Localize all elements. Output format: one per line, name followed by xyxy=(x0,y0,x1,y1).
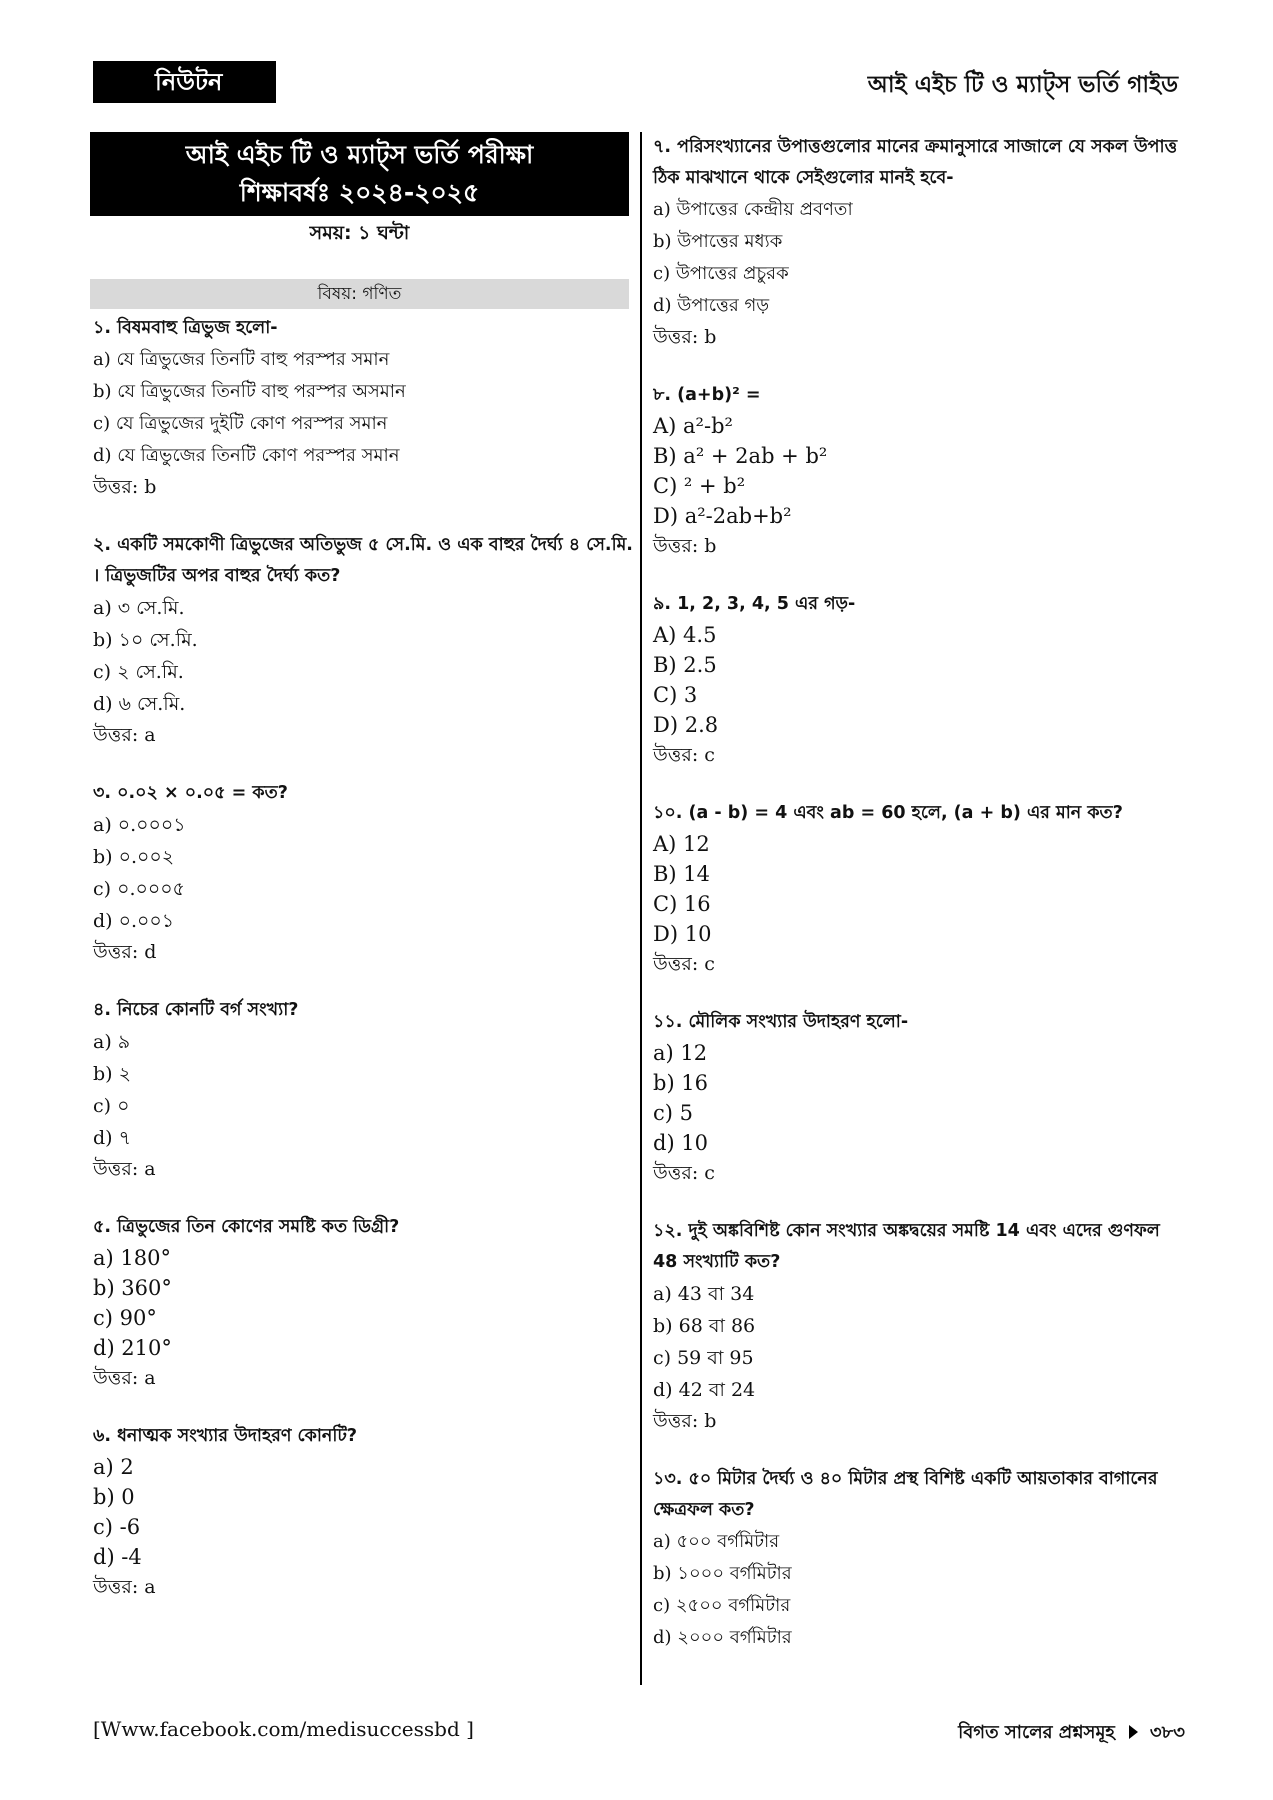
option: b) 0 xyxy=(93,1485,135,1509)
academic-year: শিক্ষাবর্ষঃ ২০২৪-২০২৫ xyxy=(239,178,480,207)
option: d) 210° xyxy=(93,1336,172,1360)
option: d) যে ত্রিভুজের তিনটি কোণ পরস্পর সমান xyxy=(93,445,400,466)
option: a) উপাত্তের কেন্দ্রীয় প্রবণতা xyxy=(653,199,853,220)
page-number: ৩৮৩ xyxy=(1149,1722,1185,1743)
option: a) ৯ xyxy=(93,1031,131,1053)
answer: উত্তর: a xyxy=(93,1367,156,1389)
option: C) 3 xyxy=(653,683,698,707)
option: a) 180° xyxy=(93,1246,171,1270)
answer: উত্তর: c xyxy=(653,1162,715,1184)
exam-title-box xyxy=(90,132,629,216)
option: c) 59 বা 95 xyxy=(653,1347,754,1369)
question-text: ৫. ত্রিভুজের তিন কোণের সমষ্টি কত ডিগ্রী? xyxy=(93,1217,400,1237)
option: b) উপাত্তের মধ্যক xyxy=(653,231,783,252)
question-text: ৬. ধনাত্মক সংখ্যার উদাহরণ কোনটি? xyxy=(93,1426,358,1446)
option: D) 10 xyxy=(653,922,712,946)
option: c) 90° xyxy=(93,1306,157,1330)
option: d) ২০০০ বর্গমিটার xyxy=(653,1627,792,1648)
answer: উত্তর: b xyxy=(653,1410,717,1432)
option: D) a²-2ab+b² xyxy=(653,504,792,528)
question-text: ৩. ০.০২ × ০.০৫ = কত? xyxy=(93,783,288,803)
option: d) ৬ সে.মি. xyxy=(93,693,186,715)
question-7 xyxy=(653,132,1183,353)
option: a) ০.০০০১ xyxy=(93,814,186,836)
question-2 xyxy=(93,530,633,751)
option: b) যে ত্রিভুজের তিনটি বাহু পরস্পর অসমান xyxy=(93,381,406,402)
page-footer xyxy=(958,1718,1185,1749)
question-text: ১০. (a - b) = 4 এবং ab = 60 হলে, (a + b) এর মান কত? xyxy=(653,803,1123,823)
question-13 xyxy=(653,1464,1183,1654)
question-text: ১২. দুই অঙ্কবিশিষ্ট কোন সংখ্যার অঙ্কদ্বয়ের সমষ্টি 14 এবং এদের গুণফল 48 সংখ্যাটি কত? xyxy=(653,1221,1160,1272)
answer: উত্তর: c xyxy=(653,953,715,975)
question-11 xyxy=(653,1007,1183,1189)
facebook-link[interactable]: [Www.facebook.com/medisuccessbd ] xyxy=(93,1717,474,1741)
left-column xyxy=(93,313,633,1630)
option: b) ১০০০ বর্গমিটার xyxy=(653,1563,792,1584)
option: a) 2 xyxy=(93,1455,134,1479)
exam-title: আই এইচ টি ও ম্যাট্স ভর্তি পরীক্ষা xyxy=(185,140,534,169)
option: B) a² + 2ab + b² xyxy=(653,444,828,468)
question-4 xyxy=(93,995,633,1185)
option: a) যে ত্রিভুজের তিনটি বাহু পরস্পর সমান xyxy=(93,349,390,370)
right-column xyxy=(653,132,1183,1681)
option: D) 2.8 xyxy=(653,713,719,737)
question-9 xyxy=(653,589,1183,771)
option: c) -6 xyxy=(93,1515,141,1539)
option: C) 16 xyxy=(653,892,711,916)
option: d) 42 বা 24 xyxy=(653,1379,756,1401)
option: B) 2.5 xyxy=(653,653,717,677)
option: a) 12 xyxy=(653,1041,708,1065)
option: b) 16 xyxy=(653,1071,709,1095)
question-text: ৯. 1, 2, 3, 4, 5 এর গড়- xyxy=(653,594,856,614)
question-8 xyxy=(653,380,1183,562)
option: a) ৫০০ বর্গমিটার xyxy=(653,1531,780,1552)
question-1 xyxy=(93,313,633,503)
option: a) 43 বা 34 xyxy=(653,1283,755,1305)
answer: উত্তর: d xyxy=(93,941,157,963)
question-6 xyxy=(93,1421,633,1603)
exam-time: সময়: ১ ঘন্টা xyxy=(309,222,410,244)
option: d) -4 xyxy=(93,1545,142,1569)
question-text: ২. একটি সমকোণী ত্রিভুজের অতিভুজ ৫ সে.মি. ও এক বাহুর দৈর্ঘ্য ৪ সে.মি. । ত্রিভুজটির অপর বাহুর দৈর্ঘ্য কত? xyxy=(93,535,633,586)
option: c) উপাত্তের প্রচুরক xyxy=(653,263,789,284)
option: b) 360° xyxy=(93,1276,172,1300)
option: b) ২ xyxy=(93,1063,131,1085)
option: c) ২৫০০ বর্গমিটার xyxy=(653,1595,791,1616)
option: d) ৭ xyxy=(93,1127,131,1149)
question-3 xyxy=(93,778,633,968)
option: b) ০.০০২ xyxy=(93,846,175,868)
section-label: বিগত সালের প্রশ্নসমূহ xyxy=(958,1722,1115,1743)
question-5 xyxy=(93,1212,633,1394)
option: a) ৩ সে.মি. xyxy=(93,597,185,619)
answer: উত্তর: a xyxy=(93,724,156,746)
option: A) a²-b² xyxy=(653,414,733,438)
option: b) 68 বা 86 xyxy=(653,1315,756,1337)
option: b) ১০ সে.মি. xyxy=(93,629,198,651)
question-text: ১. বিষমবাহু ত্রিভুজ হলো- xyxy=(93,318,278,338)
option: A) 4.5 xyxy=(653,623,717,647)
question-text: ১১. মৌলিক সংখ্যার উদাহরণ হলো- xyxy=(653,1012,909,1032)
brand-label: নিউটন xyxy=(93,61,276,103)
answer: উত্তর: b xyxy=(93,476,157,498)
question-text: ৭. পরিসংখ্যানের উপাত্তগুলোর মানের ক্রমানুসারে সাজালে যে সকল উপাত্ত ঠিক মাঝখানে থাকে সেইগুলোর মানই হবে- xyxy=(653,137,1178,188)
question-text: ৪. নিচের কোনটি বর্গ সংখ্যা? xyxy=(93,1000,299,1020)
option: c) যে ত্রিভুজের দুইটি কোণ পরস্পর সমান xyxy=(93,413,388,434)
question-12 xyxy=(653,1216,1183,1437)
option: B) 14 xyxy=(653,862,711,886)
column-divider xyxy=(640,132,642,1685)
answer: উত্তর: c xyxy=(653,744,715,766)
option: d) 10 xyxy=(653,1131,709,1155)
option: C) ² + b² xyxy=(653,474,746,498)
option: c) ২ সে.মি. xyxy=(93,661,184,683)
triangle-right-icon xyxy=(1129,1725,1138,1739)
option: c) ০ xyxy=(93,1095,130,1117)
question-text: ৮. (a+b)² = xyxy=(653,385,761,405)
option: c) ০.০০০৫ xyxy=(93,878,185,900)
option: d) উপাত্তের গড় xyxy=(653,295,770,316)
option: A) 12 xyxy=(653,832,710,856)
question-10 xyxy=(653,798,1183,980)
option: d) ০.০০১ xyxy=(93,910,175,932)
answer: উত্তর: a xyxy=(93,1576,156,1598)
answer: উত্তর: b xyxy=(653,326,717,348)
answer: উত্তর: b xyxy=(653,535,717,557)
option: c) 5 xyxy=(653,1101,693,1125)
answer: উত্তর: a xyxy=(93,1158,156,1180)
guide-title: আই এইচ টি ও ম্যাট্স ভর্তি গাইড xyxy=(867,72,1178,98)
question-text: ১৩. ৫০ মিটার দৈর্ঘ্য ও ৪০ মিটার প্রস্থ বিশিষ্ট একটি আয়তাকার বাগানের ক্ষেত্রফল কত? xyxy=(653,1469,1158,1520)
subject-bar: বিষয়: গণিত xyxy=(90,279,629,309)
